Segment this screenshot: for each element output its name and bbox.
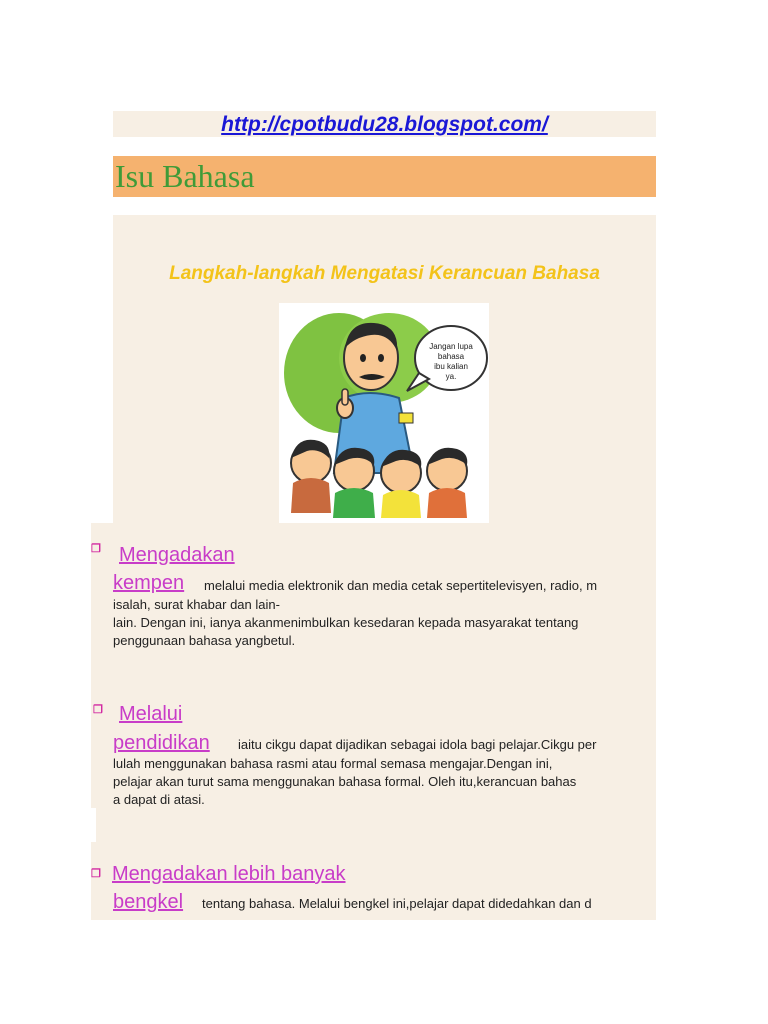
item-1-line-1: isalah, surat khabar dan lain- [113, 597, 280, 612]
item-2-line-3: a dapat di atasi. [113, 792, 205, 807]
subtitle: Langkah-langkah Mengatasi Kerancuan Bahasa [169, 263, 600, 284]
blog-url-link[interactable]: http://cpotbudu28.blogspot.com/ [221, 113, 548, 136]
item-3-inline-text: tentang bahasa. Melalui bengkel ini,pelajar dapat didedahkan dan d [202, 896, 592, 911]
speech-line-2: bahasa [437, 352, 465, 361]
teacher-cartoon-image [279, 303, 489, 523]
item-2-heading-keyword[interactable]: pendidikan [113, 732, 210, 754]
title-bar [113, 156, 656, 197]
blog-url-bar [113, 111, 656, 137]
item-1-heading-line1[interactable]: Mengadakan [119, 544, 235, 566]
item-3-heading-keyword[interactable]: bengkel [113, 891, 184, 913]
speech-line-3: ibu kalian [434, 362, 468, 371]
content-gap [91, 808, 96, 842]
bullet-icon: ❒ [91, 543, 101, 555]
item-1-line-3: penggunaan bahasa yangbetul. [113, 633, 296, 648]
item-2-line-1: lulah menggunakan bahasa rasmi atau formal semasa mengajar.Dengan ini, [113, 756, 553, 771]
item-2-line-2: pelajar akan turut sama menggunakan bahasa formal. Oleh itu,kerancuan bahas [113, 774, 577, 789]
bullet-icon: ❒ [91, 868, 101, 880]
item-1-inline-text: melalui media elektronik dan media cetak sepertitelevisyen, radio, m [204, 578, 598, 593]
item-1-line-2: lain. Dengan ini, ianya akanmenimbulkan kesedaran kepada masyarakat tentang [113, 615, 579, 630]
item-1-heading-keyword[interactable]: kempen [113, 572, 185, 594]
page-title: Isu Bahasa [115, 158, 255, 194]
teacher-cartoon-illustration [279, 303, 489, 523]
speech-line-4: ya. [445, 372, 457, 381]
speech-line-1: Jangan lupa [429, 342, 473, 351]
bullet-icon: ❒ [93, 704, 103, 716]
item-3-heading-line1[interactable]: Mengadakan lebih banyak [112, 863, 346, 885]
item-2-heading-line1[interactable]: Melalui [119, 703, 183, 725]
item-2-inline-text: iaitu cikgu dapat dijadikan sebagai idola bagi pelajar.Cikgu per [238, 737, 597, 752]
